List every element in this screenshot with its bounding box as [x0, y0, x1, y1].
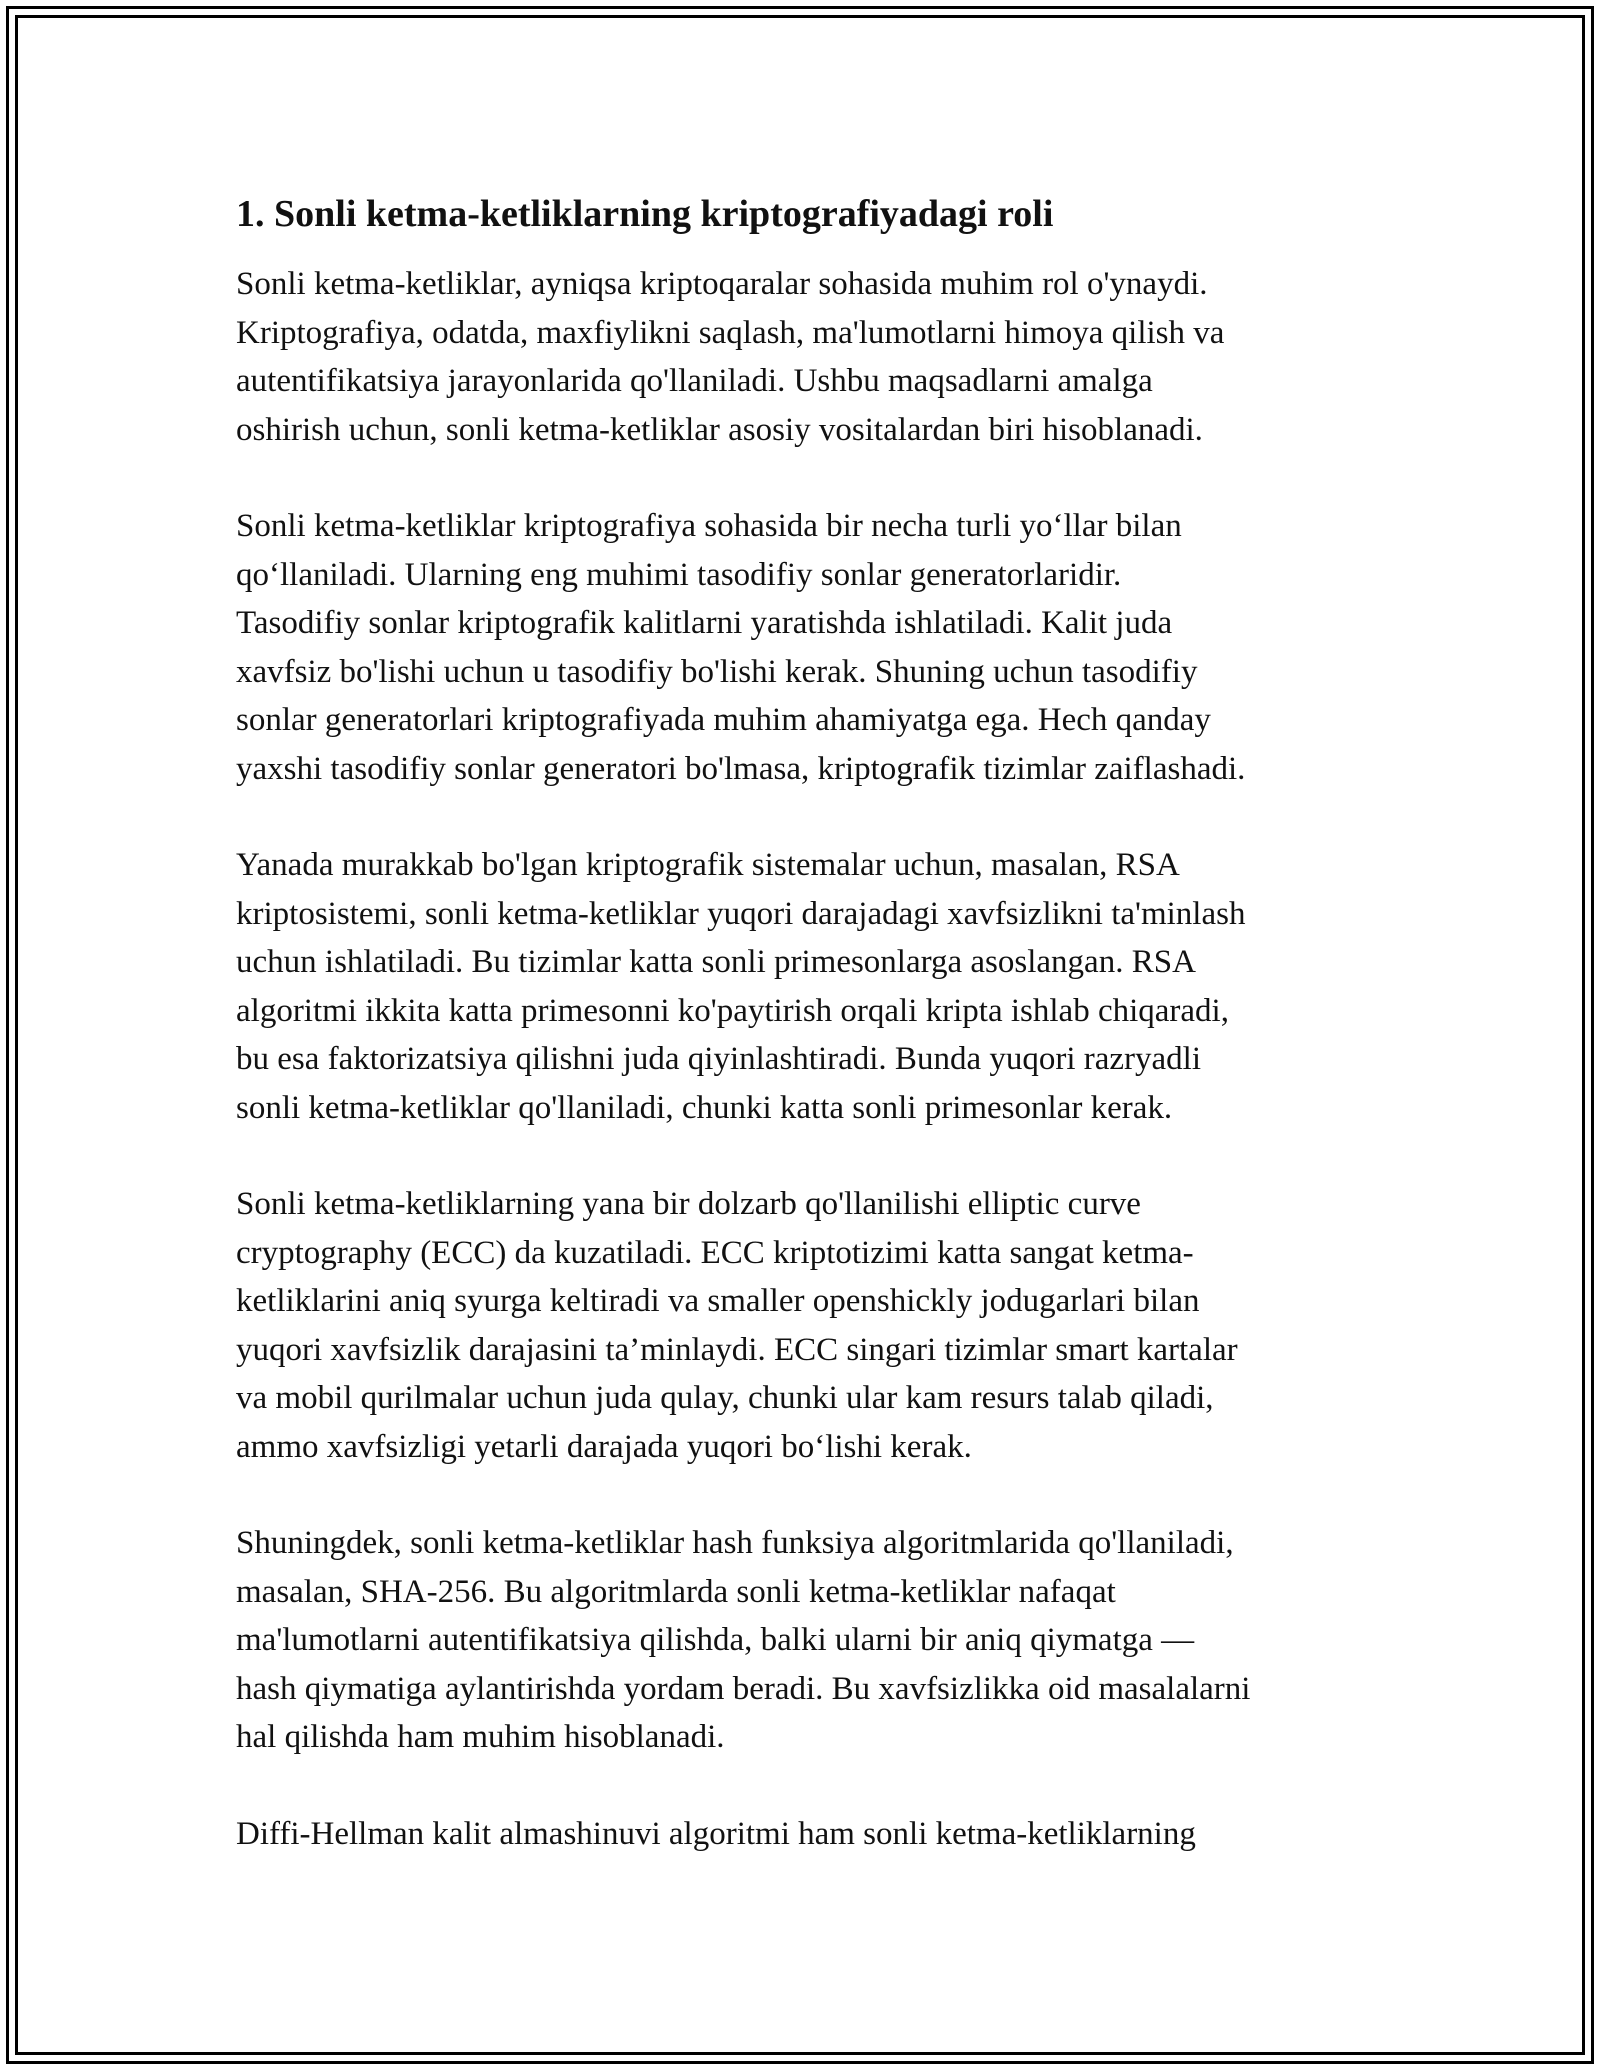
- paragraph-line: xavfsiz bo'lishi uchun u tasodifiy bo'lishi kerak. Shuning uchun tasodifiy: [236, 653, 1198, 690]
- paragraph-line: yuqori xavfsizlik darajasini ta’minlaydi. ECC singari tizimlar smart kartalar: [236, 1331, 1238, 1368]
- paragraph: [236, 1519, 1376, 1762]
- paragraph: [236, 1180, 1376, 1471]
- paragraph-line: kriptosistemi, sonli ketma-ketliklar yuqori darajadagi xavfsizlikni ta'minlash: [236, 895, 1246, 932]
- paragraph-line: ketliklarini aniq syurga keltiradi va smaller openshickly jodugarlari bilan: [236, 1283, 1200, 1319]
- paragraph-line: masalan, SHA-256. Bu algoritmlarda sonli ketma-ketliklar nafaqat: [236, 1573, 1116, 1610]
- paragraph-line: hal qilishda ham muhim hisoblanadi.: [236, 1719, 725, 1755]
- paragraph: [236, 841, 1376, 1132]
- paragraph-line: cryptography (ECC) da kuzatiladi. ECC kriptotizimi katta sangat ketma-: [236, 1234, 1194, 1271]
- paragraph-line: Kriptografiya, odatda, maxfiylikni saqlash, ma'lumotlarni himoya qilish va: [236, 314, 1225, 351]
- paragraph-line: Sonli ketma-ketliklar kriptografiya sohasida bir necha turli yo‘llar bilan: [236, 508, 1182, 544]
- paragraph: [236, 502, 1376, 793]
- paragraph: [236, 1810, 1376, 1859]
- paragraph-line: autentifikatsiya jarayonlarida qo'llaniladi. Ushbu maqsadlarni amalga: [236, 363, 1153, 399]
- paragraph-line: oshirish uchun, sonli ketma-ketliklar asosiy vositalardan biri hisoblanadi.: [236, 411, 1203, 448]
- paragraph: [236, 260, 1376, 454]
- paragraph-line: ma'lumotlarni autentifikatsiya qilishda, balki ularni bir aniq qiymatga —: [236, 1622, 1195, 1658]
- paragraph-line: sonli ketma-ketliklar qo'llaniladi, chunki katta sonli primesonlar kerak.: [236, 1089, 1173, 1126]
- paragraph-line: Diffi-Hellman kalit almashinuvi algoritmi ham sonli ketma-ketliklarning: [236, 1815, 1196, 1852]
- paragraph-line: yaxshi tasodifiy sonlar generatori bo'lmasa, kriptografik tizimlar zaiflashadi.: [236, 750, 1246, 787]
- paragraph-line: algoritmi ikkita katta primesonni ko'paytirish orqali kripta ishlab chiqaradi,: [236, 992, 1229, 1029]
- paragraph-line: hash qiymatiga aylantirishda yordam beradi. Bu xavfsizlikka oid masalalarni: [236, 1670, 1251, 1707]
- document-body: [236, 186, 1376, 1906]
- paragraph-line: ammo xavfsizligi yetarli darajada yuqori bo‘lishi kerak.: [236, 1428, 972, 1465]
- paragraph-line: Shuningdek, sonli ketma-ketliklar hash funksiya algoritmlarida qo'llaniladi,: [236, 1525, 1234, 1561]
- paragraph-line: qo‘llaniladi. Ularning eng muhimi tasodifiy sonlar generatorlaridir.: [236, 556, 1122, 593]
- paragraph-list: [236, 260, 1376, 1858]
- paragraph-line: Yanada murakkab bo'lgan kriptografik sistemalar uchun, masalan, RSA: [236, 847, 1180, 883]
- paragraph-line: Tasodifiy sonlar kriptografik kalitlarni yaratishda ishlatiladi. Kalit juda: [236, 605, 1173, 641]
- paragraph-line: uchun ishlatiladi. Bu tizimlar katta sonli primesonlarga asoslangan. RSA: [236, 944, 1196, 980]
- paragraph-line: va mobil qurilmalar uchun juda qulay, chunki ular kam resurs talab qiladi,: [236, 1380, 1214, 1416]
- paragraph-line: bu esa faktorizatsiya qilishni juda qiyinlashtiradi. Bunda yuqori razryadli: [236, 1041, 1202, 1077]
- section-heading: 1. Sonli ketma-ketliklarning kriptografiyadagi roli: [236, 193, 1054, 235]
- paragraph-line: Sonli ketma-ketliklar, ayniqsa kriptoqaralar sohasida muhim rol o'ynaydi.: [236, 266, 1208, 302]
- paragraph-line: sonlar generatorlari kriptografiyada muhim ahamiyatga ega. Hech qanday: [236, 702, 1211, 738]
- paragraph-line: Sonli ketma-ketliklarning yana bir dolzarb qo'llanilishi elliptic curve: [236, 1186, 1141, 1222]
